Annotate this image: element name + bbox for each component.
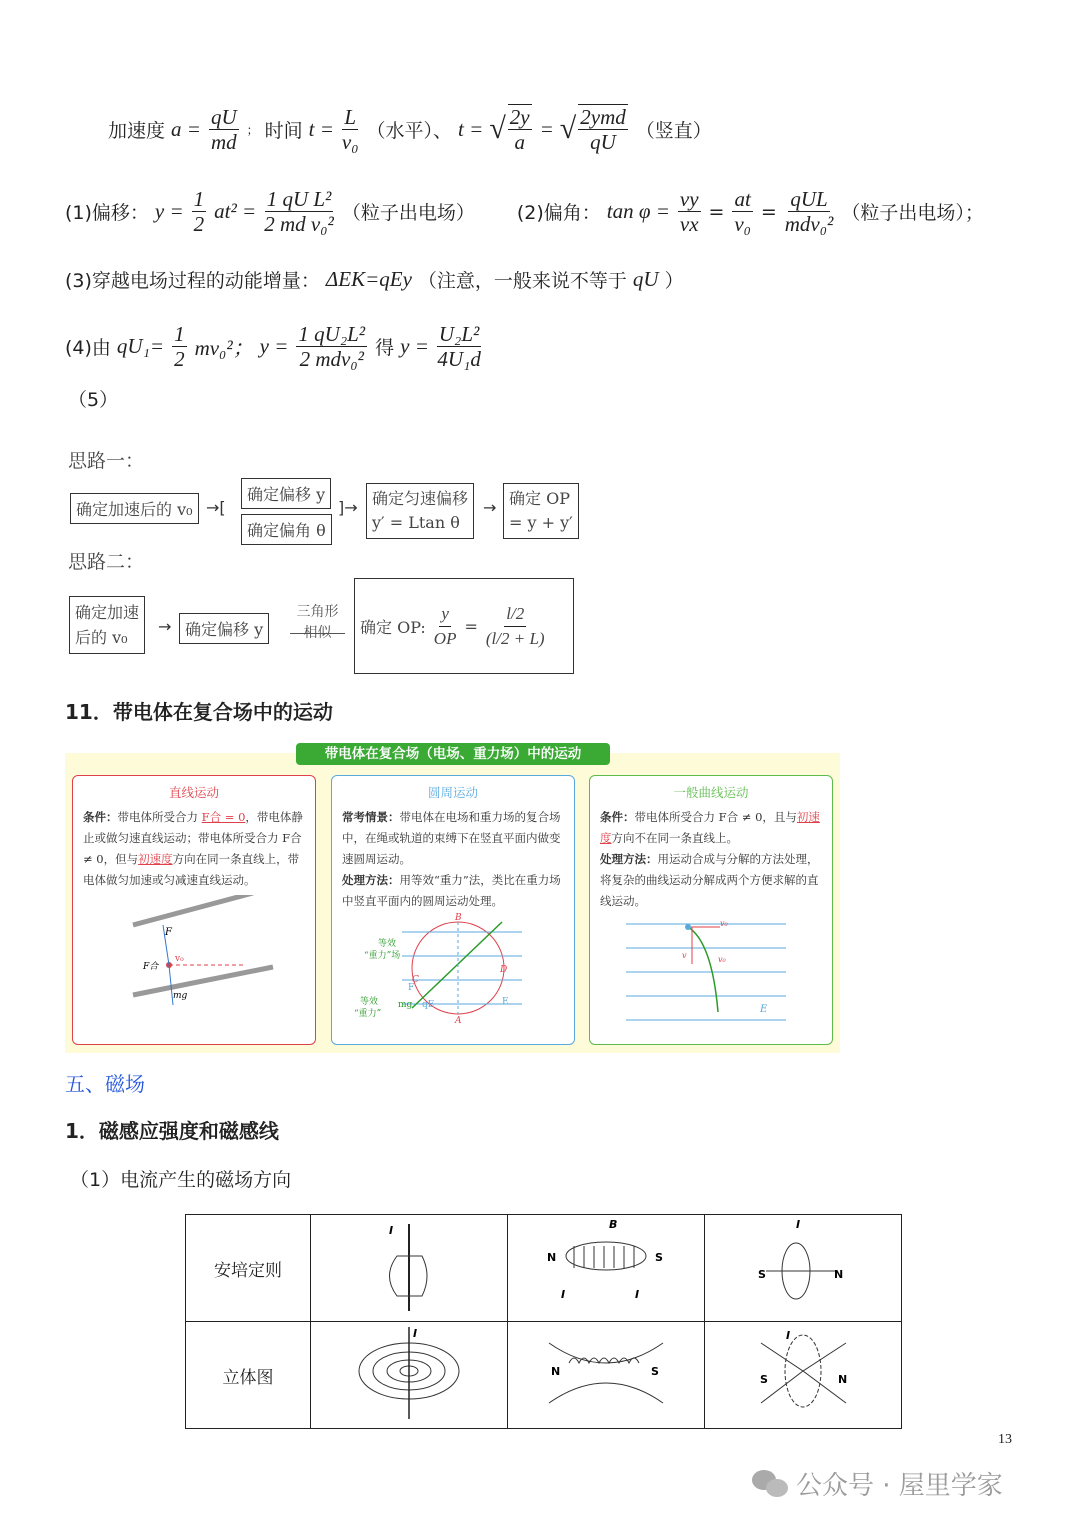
wechat-icon bbox=[752, 1470, 788, 1498]
math: t = bbox=[458, 116, 484, 141]
idea2-title: 思路二： bbox=[68, 551, 145, 573]
idea2-box-accel: 确定加速 后的 v₀ bbox=[69, 596, 145, 654]
subsection-title: 1．磁感应强度和磁感线 bbox=[65, 1119, 279, 1143]
formula-line-4 bbox=[65, 322, 483, 371]
idea1-box-op: 确定 OP = y + y′ bbox=[503, 483, 579, 539]
subsection-title: （1）电流产生的磁场方向 bbox=[70, 1169, 292, 1191]
svg-text:I: I bbox=[389, 1224, 394, 1237]
svg-text:I: I bbox=[561, 1288, 566, 1301]
svg-text:B: B bbox=[609, 1218, 618, 1231]
text: 时间 bbox=[264, 119, 303, 142]
text: （注意，一般来说不等于 bbox=[417, 270, 627, 292]
fraction: $\frac{at}{\text{v₀}}$ bbox=[734, 187, 751, 236]
formula-line-1 bbox=[108, 104, 712, 154]
svg-text:F: F bbox=[165, 927, 172, 938]
panel-title: 直线运动 bbox=[168, 785, 219, 800]
math: y = bbox=[259, 334, 289, 358]
svg-text:I: I bbox=[413, 1327, 418, 1340]
text: 加速度 bbox=[108, 119, 166, 142]
svg-text:N: N bbox=[834, 1268, 844, 1281]
arrow-icon: ]→ bbox=[338, 498, 358, 517]
table-row bbox=[186, 1322, 902, 1429]
math: tan φ = bbox=[606, 199, 670, 223]
svg-text:mg: mg bbox=[398, 1000, 413, 1010]
idea2-box-op: 确定 OP: $\frac{y}{OP}$ = $\frac{l/2}{(l/2 + L)}$ bbox=[354, 578, 574, 674]
svg-text:S: S bbox=[758, 1268, 766, 1281]
straight-3d-figure bbox=[311, 1322, 508, 1429]
idea1-box-accel: 确定加速后的 v₀ bbox=[70, 493, 199, 524]
row-label: 立体图 bbox=[186, 1322, 311, 1429]
fraction: $\frac{qU}{md}$ bbox=[210, 104, 237, 154]
text: （粒子出电场） bbox=[341, 202, 475, 224]
math: = bbox=[539, 116, 554, 141]
section-5-title: 五、磁场 bbox=[65, 1072, 145, 1096]
idea1-box-uniform: 确定匀速偏移 y′ = Ltan θ bbox=[366, 483, 474, 539]
svg-text:v₀: v₀ bbox=[720, 919, 728, 928]
svg-text:N: N bbox=[547, 1251, 557, 1264]
fraction: $\frac{L}{\text{v₀}}$ bbox=[341, 104, 359, 154]
svg-text:E: E bbox=[502, 997, 509, 1007]
fraction: $\frac{\text{U₂L²}}{\text{4U₁d}}$ bbox=[437, 322, 481, 371]
page-number: 13 bbox=[998, 1432, 1012, 1447]
svg-text:等效: 等效 bbox=[378, 939, 397, 949]
text: 得 bbox=[375, 337, 395, 359]
svg-text:I: I bbox=[635, 1288, 640, 1301]
watermark: 公众号 · 屋里学家 bbox=[752, 1465, 1003, 1502]
svg-text:C: C bbox=[412, 975, 419, 985]
svg-text:等效: 等效 bbox=[360, 997, 379, 1007]
arrow-icon: → bbox=[483, 498, 497, 517]
panel-title: 一般曲线运动 bbox=[673, 785, 749, 800]
fraction: $\frac{1}{2}$ bbox=[193, 187, 205, 236]
fraction: $\frac{vy}{vx}$ bbox=[679, 187, 699, 236]
fraction: $\frac{\text{1 qU L²}}{\text{2 md v₀²}}$ bbox=[264, 187, 334, 236]
panel-title: 圆周运动 bbox=[427, 785, 478, 800]
text: (4)由 bbox=[65, 337, 111, 359]
fraction: $\frac{1}{2}$ bbox=[174, 322, 185, 371]
svg-text:D: D bbox=[500, 965, 508, 975]
svg-text:F: F bbox=[408, 983, 415, 993]
panel-text: 常考情景：带电体在电场和重力场的复合场中，在绳或轨道的束缚下在竖直平面内做变速圆周运动。 处理方法：用等效“重力”法，类比在重力场中竖直平面内的圆周运动处理。 bbox=[342, 810, 561, 908]
fraction: $\frac{\text{1 qU₂L²}}{\text{2 mdv₀²}}$ bbox=[298, 322, 366, 371]
text: (3)穿越电场过程的动能增量： bbox=[65, 270, 320, 292]
text: (2)偏角： bbox=[516, 202, 601, 224]
svg-text:B: B bbox=[455, 913, 462, 923]
text: （竖直） bbox=[635, 119, 712, 142]
math: y = bbox=[154, 199, 184, 223]
panel-curve bbox=[589, 775, 833, 1045]
panel-circular bbox=[331, 775, 575, 1045]
text: （粒子出电场）； bbox=[841, 202, 984, 224]
panel-linear bbox=[72, 775, 316, 1045]
math: at² = bbox=[214, 199, 257, 223]
panel-text: 条件：带电体所受合力 F合 ≠ 0，且与初速度方向不在同一条直线上。 处理方法：用运动合成与分解的方法处理，将复杂的曲线运动分解成两个方便求解的直线运动。 bbox=[600, 810, 820, 908]
sqrt: √ $\frac{2y}{a}$ bbox=[489, 105, 530, 154]
svg-text:E: E bbox=[760, 1004, 768, 1015]
text: ； bbox=[246, 122, 259, 137]
svg-text:mg: mg bbox=[173, 991, 188, 1001]
math: a = bbox=[171, 116, 201, 141]
fraction: $\frac{\text{qUL}}{\text{mdv₀²}}$ bbox=[784, 187, 834, 236]
idea2-similar: 三角形 相似 bbox=[290, 602, 345, 634]
summary-banner: 带电体在复合场（电场、重力场）中的运动 bbox=[296, 743, 610, 765]
idea1-title: 思路一： bbox=[68, 450, 145, 472]
idea1-box-angle: 确定偏角 θ bbox=[241, 514, 332, 545]
formula-line-2: (1)偏移： y = $\frac{1}{2}$ at² = $\frac{\text{1 qU L²}}{\text{2 md v₀²}}$ （粒子出电场） (2)偏角： tan φ = $\frac{vy}{vx}$ = $\frac{at}{\text{v₀}}$ = $\frac{\text{qUL}}{\text{mdv₀²}}$ （粒子出电场）； bbox=[65, 187, 984, 236]
ampere-solenoid-figure bbox=[508, 1215, 705, 1322]
idea2-box-offset: 确定偏移 y bbox=[179, 613, 269, 644]
arrow-icon: →[ bbox=[206, 498, 226, 517]
svg-text:“重力”场: “重力”场 bbox=[364, 951, 401, 961]
math: mv₀²； bbox=[194, 335, 254, 360]
svg-text:S: S bbox=[651, 1365, 659, 1378]
svg-text:N: N bbox=[838, 1373, 848, 1386]
math: qU₁= bbox=[116, 334, 165, 358]
svg-text:F合: F合 bbox=[143, 962, 159, 972]
text: (1)偏移： bbox=[65, 202, 149, 224]
idea1-box-offset: 确定偏移 y bbox=[241, 478, 331, 509]
text: （水平）、 bbox=[366, 119, 453, 142]
solenoid-3d-figure bbox=[508, 1322, 705, 1429]
math: qU bbox=[632, 267, 659, 291]
text: ） bbox=[664, 270, 684, 292]
formula-line-3 bbox=[65, 266, 684, 293]
svg-text:v: v bbox=[682, 951, 687, 960]
table-row bbox=[186, 1215, 902, 1322]
arrow-icon: → bbox=[158, 617, 172, 636]
math: t = bbox=[308, 116, 334, 141]
row-label: 安培定则 bbox=[186, 1215, 311, 1322]
curve-motion-figure bbox=[600, 912, 824, 1042]
linear-motion-figure bbox=[83, 895, 307, 1005]
svg-text:I: I bbox=[796, 1218, 801, 1231]
sqrt: √ $\frac{\text{2ymd}}{qU}$ bbox=[559, 105, 626, 154]
svg-text:N: N bbox=[551, 1365, 561, 1378]
magnetic-field-table bbox=[185, 1214, 902, 1429]
ampere-loop-figure bbox=[705, 1215, 902, 1322]
svg-text:S: S bbox=[760, 1373, 768, 1386]
formula-line-5: （5） bbox=[68, 389, 119, 411]
ampere-straight-figure bbox=[311, 1215, 508, 1322]
math: ΔEK=qEy bbox=[325, 267, 412, 291]
loop-3d-figure bbox=[705, 1322, 902, 1429]
svg-text:I: I bbox=[786, 1329, 791, 1342]
svg-text:v₀: v₀ bbox=[175, 954, 184, 964]
svg-text:“重力”: “重力” bbox=[354, 1009, 382, 1019]
circular-motion-figure bbox=[342, 912, 566, 1024]
section-11-title: 11．带电体在复合场中的运动 bbox=[65, 700, 333, 724]
math: y = bbox=[400, 334, 429, 358]
svg-text:S: S bbox=[655, 1251, 663, 1264]
svg-text:A: A bbox=[455, 1016, 462, 1024]
svg-text:v₀: v₀ bbox=[718, 955, 726, 964]
panel-text: 条件：带电体所受合力 F合 = 0，带电体静止或做匀速直线运动；带电体所受合力 F合 ≠ 0，但与初速度方向在同一条直线上，带电体做匀加速或匀减速直线运动。 bbox=[83, 810, 303, 887]
svg-text:qE: qE bbox=[422, 1000, 435, 1010]
